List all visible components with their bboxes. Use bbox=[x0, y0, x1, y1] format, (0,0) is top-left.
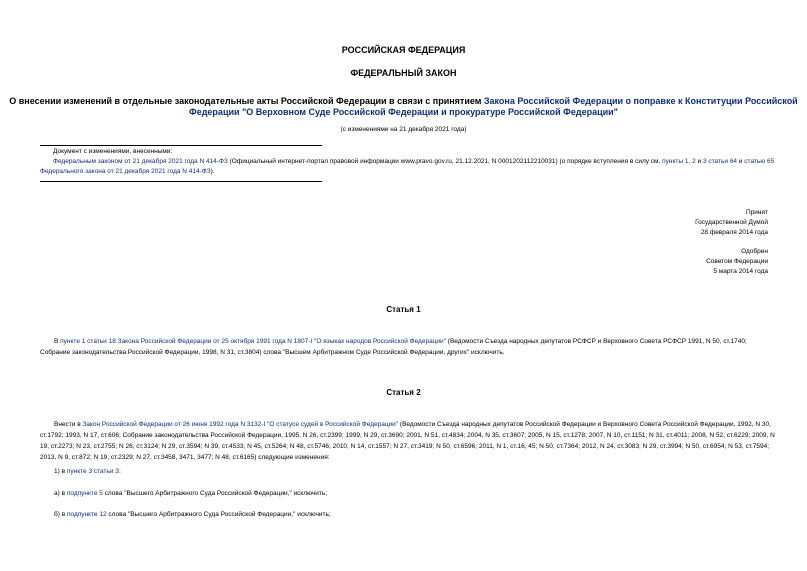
header-doc-type: ФЕДЕРАЛЬНЫЙ ЗАКОН bbox=[350, 68, 457, 78]
article-1-text: В пункте 1 статьи 18 Закона Российской Федерации от 25 октября 1991 года N 1807-I "О языках народов Российской Федерации" (Ведомости Съезда народных депутатов РСФСР и Верховного Совета РСФСР 1991, N 50, ст.1740; Собрание законодательства Российской Федерации, 1998, N 31, ст.3804) слова "Высшем Арбитражном Суде Российской Федерации, других" исключить. bbox=[40, 338, 747, 356]
list-item: а) в подпункте 5 слова "Высшего Арбитражного Суда Российской Федерации," исключить; bbox=[54, 490, 328, 497]
title-text: О внесении изменений в отдельные законодательные акты Российской Федерации в связи с принятием bbox=[9, 96, 484, 106]
subpoint-12-link[interactable]: подпункте 12 bbox=[66, 511, 107, 518]
subpoint-5-link[interactable]: подпункте 5 bbox=[66, 490, 103, 497]
article-3-point-3-link[interactable]: пункте 3 статьи 3 bbox=[66, 468, 119, 475]
list-item: 1) в пункте 3 статьи 3: bbox=[54, 468, 121, 475]
title-constitution-law-link[interactable]: Закона Российской Федерации о поправке к Конституции Российской Федерации "О Верховном Суде Российской Федерации и прокуратуре Российской Федерации" bbox=[189, 96, 798, 117]
changes-top-divider bbox=[40, 145, 322, 146]
languages-law-link[interactable]: пункте 1 статьи 18 Закона Российской Федерации от 25 октября 1991 года N 1807-I "О языках народов Российской Федерации" bbox=[60, 338, 446, 345]
adopted-date: 28 февраля 2014 года bbox=[700, 229, 768, 236]
approved-date: 5 марта 2014 года bbox=[713, 268, 768, 275]
points-1-2-link[interactable]: пункты 1, 2 bbox=[662, 158, 696, 165]
approved-word: Одобрен bbox=[741, 248, 768, 255]
adopted-by: Государственной Думой bbox=[695, 219, 768, 226]
changes-block bbox=[40, 147, 775, 177]
document-subtitle: (с изменениями на 21 декабря 2021 года) bbox=[340, 126, 467, 133]
approved-by: Советом Федерации bbox=[706, 258, 768, 265]
article-1-heading: Статья 1 bbox=[386, 305, 421, 314]
judges-status-law-link[interactable]: Закон Российской Федерации от 26 июня 1992 года N 3132-I "О статусе судей в Российской Федерации" bbox=[82, 421, 399, 428]
article-65-link[interactable]: статью 65 Федерального закона от 21 декабря 2021 года N 414-ФЗ bbox=[40, 158, 775, 175]
header-country: РОССИЙСКАЯ ФЕДЕРАЦИЯ bbox=[341, 45, 466, 55]
article-2-text: Внести в Закон Российской Федерации от 26 июня 1992 года N 3132-I "О статусе судей в Российской Федерации" (Ведомости Съезда народных депутатов Российской Федерации и Верховного Совета Российской Федерации, 1992, N 30, ст.1792; 1993, N 17, ст.606; Собрание законодательства Российской Федерации, 1995, N 26, ст.2399; 1999, N 29, ст.3690; 2001, N 51, ст.4834; 2004, N 35, ст.3607; 2005, N 15, ст.1278; 2007, N 10, ст.1151; N 31, ст.4011; 2008, N 52, ст.6229; 2009, N 19, ст.2273; N 23, ст.2755; N 26, ст.3124; N 29, ст.3594; N 39, ст.4533; N 45, ст.5264; N 48, ст.5746; 2010, N 14, ст.1557; N 27, ст.3419; N 50, ст.6596; 2011, N 1, ст.16, 45; N 50, ст.7364; 2012, N 24, ст.3083; N 29, ст.3994; N 50, ст.6954; N 53, ст.7594; 2013, N 9, ст.872; N 19, ст.2329; N 27, ст.3458, 3471, 3477; N 48, ст.6165) следующие изменения: bbox=[40, 421, 775, 461]
adopted-block bbox=[695, 208, 768, 238]
changes-label: Документ с изменениями, внесенными: bbox=[53, 148, 173, 155]
approved-block bbox=[706, 247, 768, 277]
changes-bottom-divider bbox=[40, 181, 322, 182]
changes-text: Федеральным законом от 21 декабря 2021 года N 414-ФЗ (Официальный интернет-портал правовой информации www.pravo.gov.ru, 21.12.2021, N 0001202112210031) (о порядке вступления в силу см. пункты 1, 2 и 3 статьи 64 и статью 65 Федерального закона от 21 декабря 2021 года N 414-ФЗ). bbox=[40, 158, 775, 175]
document-title bbox=[0, 96, 807, 118]
article-2-heading: Статья 2 bbox=[386, 388, 421, 397]
article-64-point-3-link[interactable]: 3 статьи 64 bbox=[702, 158, 738, 165]
law-414-fz-link[interactable]: Федеральным законом от 21 декабря 2021 года N 414-ФЗ bbox=[53, 158, 228, 165]
adopted-word: Принят bbox=[745, 209, 768, 216]
list-item: б) в подпункте 12 слова "Высшего Арбитражного Суда Российской Федерации," исключить; bbox=[54, 511, 331, 518]
